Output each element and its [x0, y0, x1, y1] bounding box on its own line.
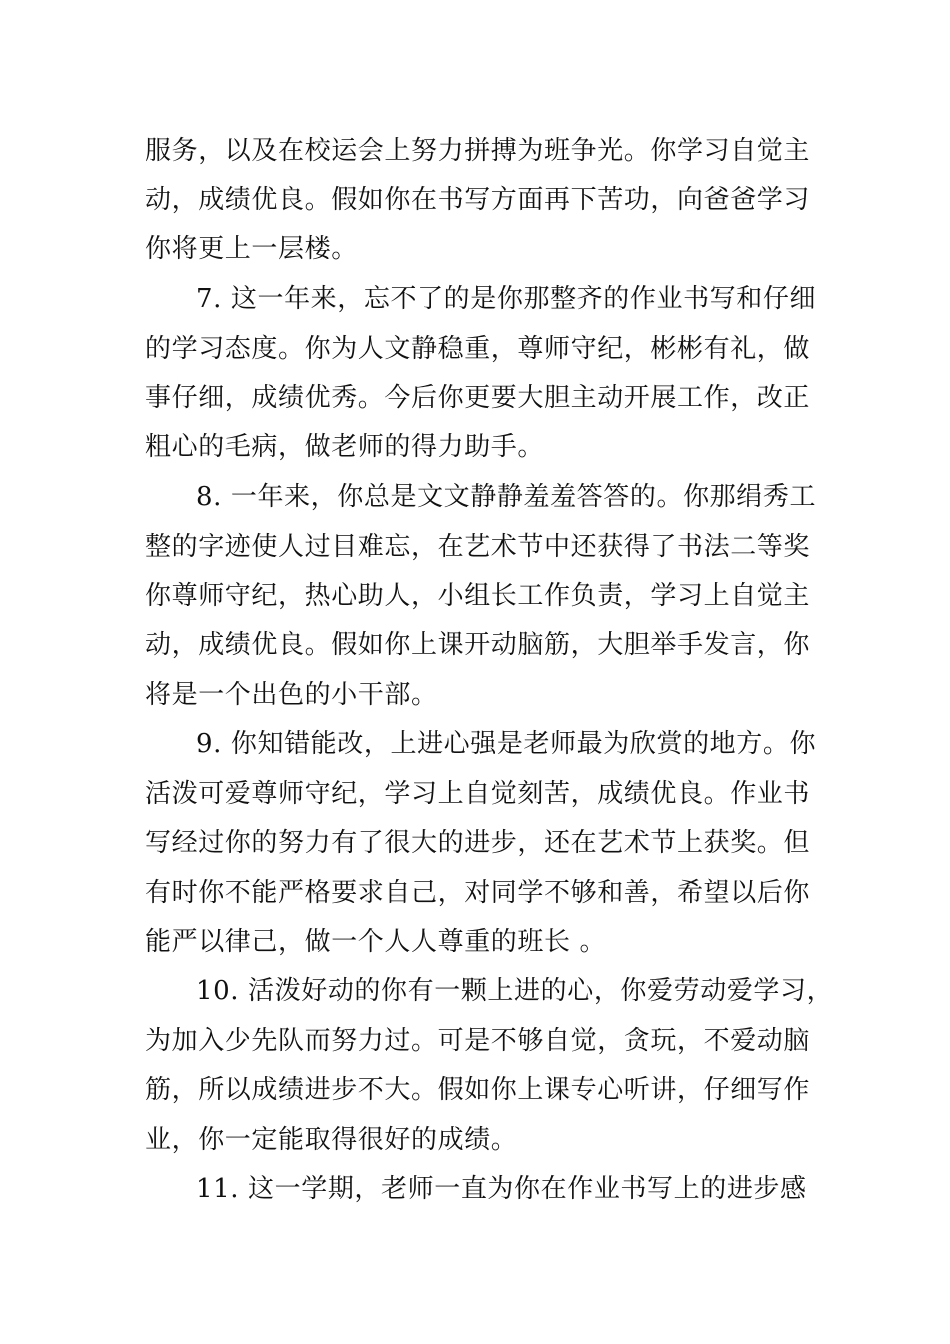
paragraph-7-first-line: 7. 这一年来，忘不了的是你那整齐的作业书写和仔细: [196, 284, 817, 314]
text-line: 的学习态度。你为人文静稳重，尊师守纪，彬彬有礼，做: [145, 334, 811, 364]
text-line: 业，你一定能取得很好的成绩。: [145, 1125, 518, 1155]
text-line: 你尊师守纪，热心助人，小组长工作负责，学习上自觉主: [145, 581, 811, 611]
paragraph-8-first-line: 8. 一年来，你总是文文静静羞羞答答的。你那绢秀工: [196, 482, 817, 512]
text-line: 服务，以及在校运会上努力拼搏为班争光。你学习自觉主: [145, 136, 811, 166]
text-line: 动，成绩优良。假如你上课开动脑筋，大胆举手发言，你: [145, 630, 811, 660]
paragraph-11-first-line: 11. 这一学期，老师一直为你在作业书写上的进步感: [196, 1174, 807, 1204]
text-line: 整的字迹使人过目难忘，在艺术节中还获得了书法二等奖: [145, 532, 811, 562]
text-line: 事仔细，成绩优秀。今后你更要大胆主动开展工作，改正: [145, 383, 811, 413]
text-line: 有时你不能严格要求自己，对同学不够和善，希望以后你: [145, 878, 811, 908]
text-line: 筋，所以成绩进步不大。假如你上课专心听讲，仔细写作: [145, 1075, 811, 1105]
text-line: 你将更上一层楼。: [145, 234, 358, 264]
paragraph-10-first-line: 10. 活泼好动的你有一颗上进的心，你爱劳动爱学习，: [196, 976, 834, 1006]
text-line: 能严以律己，做一个人人尊重的班长 。: [145, 927, 607, 957]
text-line: 写经过你的努力有了很大的进步，还在艺术节上获奖。但: [145, 828, 811, 858]
text-line: 粗心的毛病，做老师的得力助手。: [145, 432, 545, 462]
text-line: 活泼可爱尊师守纪，学习上自觉刻苦，成绩优良。作业书: [145, 779, 811, 809]
text-line: 动，成绩优良。假如你在书写方面再下苦功，向爸爸学习: [145, 185, 811, 215]
text-line: 为加入少先队而努力过。可是不够自觉，贪玩，不爱动脑: [145, 1026, 811, 1056]
text-line: 将是一个出色的小干部。: [145, 680, 438, 710]
paragraph-9-first-line: 9. 你知错能改，上进心强是老师最为欣赏的地方。你: [196, 729, 817, 759]
